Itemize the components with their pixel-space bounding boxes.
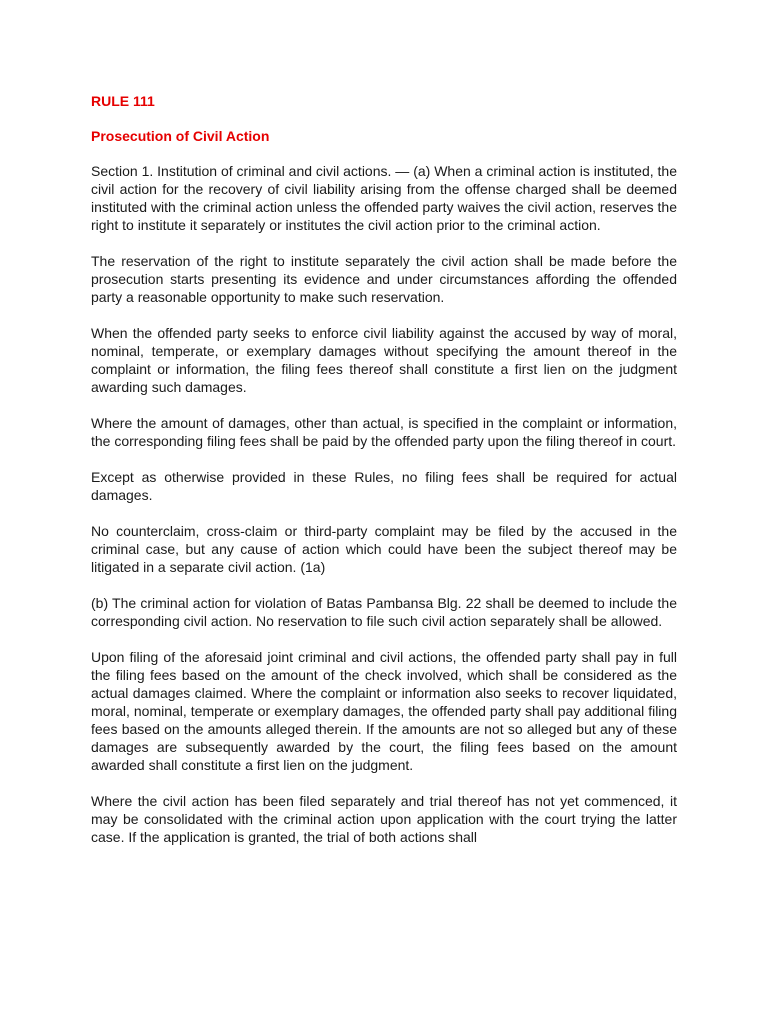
paragraph-consolidation: Where the civil action has been filed separately and trial thereof has not yet commenced, it may be consolidated with the criminal action upon application with the court trying the latter case. If the application is granted, the trial of both actions shall [91, 793, 677, 845]
paragraph-specified-damages: Where the amount of damages, other than actual, is specified in the complaint or information, the corresponding filing fees shall be paid by the offended party upon the filing thereof in court. [91, 415, 677, 449]
rule-number-heading: RULE 111 [91, 93, 155, 109]
paragraph-joint-actions: Upon filing of the aforesaid joint criminal and civil actions, the offended party shall pay in full the filing fees based on the amount of the check involved, which shall be considered as the actual damages claimed. Where the complaint or information also seeks to recover liquidated, moral, nominal, temperate or exemplary damages, the offended party shall pay additional filing fees based on the amounts alleged therein. If the amounts are not so alleged but any of these damages are subsequently awarded by the court, the filing fees based on the amount awarded shall constitute a first lien on the judgment. [91, 649, 677, 773]
paragraph-bp22: (b) The criminal action for violation of Batas Pambansa Blg. 22 shall be deemed to include the corresponding civil action. No reservation to file such civil action separately shall be allowed. [91, 595, 677, 629]
paragraph-counterclaim: No counterclaim, cross-claim or third-party complaint may be filed by the accused in the criminal case, but any cause of action which could have been the subject thereof may be litigated in a separate civil action. (1a) [91, 523, 677, 575]
paragraph-moral-damages: When the offended party seeks to enforce civil liability against the accused by way of moral, nominal, temperate, or exemplary damages without specifying the amount thereof in the complaint or information, the filing fees thereof shall constitute a first lien on the judgment awarding such damages. [91, 325, 677, 395]
document-page [91, 92, 677, 864]
rule-title-heading: Prosecution of Civil Action [91, 128, 270, 144]
paragraph-actual-damages: Except as otherwise provided in these Rules, no filing fees shall be required for actual damages. [91, 469, 677, 503]
paragraph-reservation: The reservation of the right to institute separately the civil action shall be made before the prosecution starts presenting its evidence and under circumstances affording the offended party a reasonable opportunity to make such reservation. [91, 253, 677, 305]
paragraph-section-1a: Section 1. Institution of criminal and civil actions. — (a) When a criminal action is instituted, the civil action for the recovery of civil liability arising from the offense charged shall be deemed instituted with the criminal action unless the offended party waives the civil action, reserves the right to institute it separately or institutes the civil action prior to the criminal action. [91, 163, 677, 233]
